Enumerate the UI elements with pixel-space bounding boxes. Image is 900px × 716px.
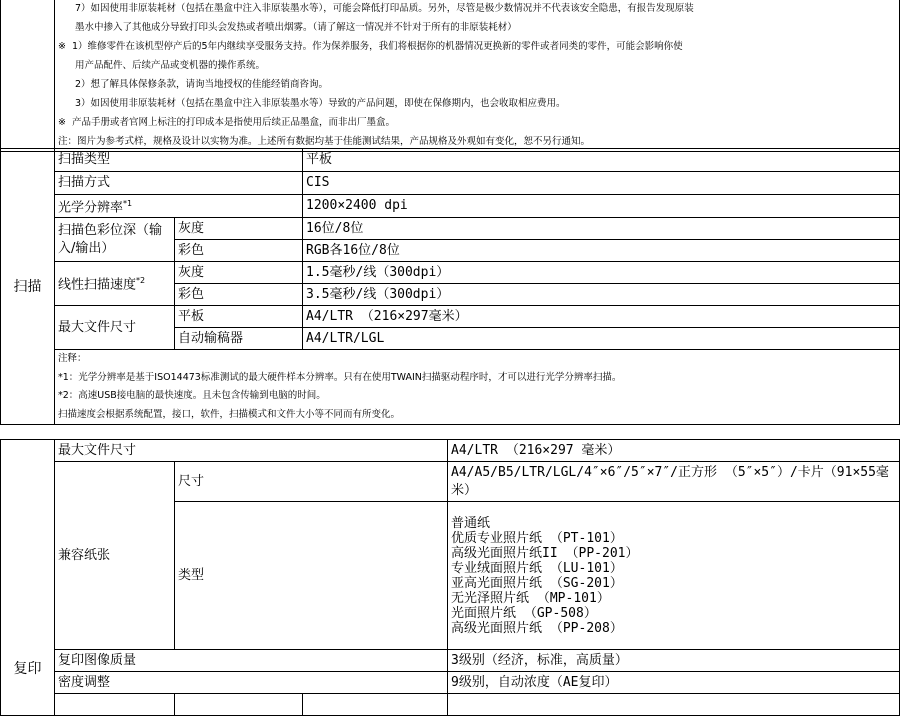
scan-method-value: CIS (303, 172, 900, 195)
paper-size-value: A4/A5/B5/LTR/LGL/4″×6″/5″×7″/正方形 （5″×5″）/卡片（91×55毫米） (448, 462, 900, 502)
copy-category: 复印 (1, 440, 55, 716)
note-line: 注：图片为参考式样，规格及设计以实物为准。上述所有数据均基于佳能测试结果，产品规格及外观如有变化，恕不另行通知。 (55, 132, 900, 152)
maxfile-flat-value: A4/LTR （216×297毫米） (303, 306, 900, 328)
paper-type-list (448, 502, 900, 650)
speed-gray-value: 1.5毫秒/线（300dpi） (303, 262, 900, 284)
scan-spec-table (0, 148, 900, 425)
density-value: 9级别，自动浓度（AE复印） (448, 672, 900, 694)
paper-type-item: 亚高光面照片纸 （SG-201） (451, 575, 623, 591)
depth-gray-label: 灰度 (175, 218, 303, 240)
note-mark: ※ (58, 40, 66, 52)
next-row-cell (55, 694, 175, 716)
note-line: 墨水中掺入了其他成分导致打印头会发热或者喷出烟雾。（请了解这一情况并不针对于所有的非原装耗材） (55, 18, 900, 37)
optical-resolution-label (55, 195, 303, 218)
scan-type-value: 平板 (303, 149, 900, 172)
paper-type-label: 类型 (175, 502, 448, 650)
depth-color-value: RGB各16位/8位 (303, 240, 900, 262)
note-line: 用产品配件、后续产品或变机器的操作系统。 (55, 56, 900, 75)
optical-resolution-text: 光学分辨率 (58, 200, 124, 216)
scan-category: 扫描 (1, 149, 55, 425)
scan-speed-text: 线性扫描速度 (58, 277, 137, 293)
copy-quality-label: 复印图像质量 (55, 650, 448, 672)
footnote-ref: *2 (136, 276, 146, 286)
maxfile-adf-label: 自动输稿器 (175, 328, 303, 350)
notes-table (0, 0, 900, 152)
scan-note: *2：高速USB接电脑的最快速度。且未包含传输到电脑的时间。 (58, 390, 326, 401)
paper-type-item: 专业绒面照片纸 （LU-101） (451, 560, 623, 576)
note-line (55, 37, 900, 56)
scan-note-title: 注释： (58, 353, 87, 364)
next-row-cell (175, 694, 303, 716)
scan-type-label: 扫描类型 (55, 149, 303, 172)
paper-type-item: 光面照片纸 （GP-508） (451, 605, 597, 621)
scan-footnotes (55, 350, 900, 425)
note-line: 3）如因使用非原装耗材（包括在墨盒中注入非原装墨水等）导致的产品问题，即使在保修期内，也会收取相应费用。 (55, 94, 900, 113)
scan-maxfile-label: 最大文件尺寸 (55, 306, 175, 350)
paper-type-item: 高级光面照片纸 （PP-208） (451, 620, 623, 636)
note-text: 产品手册或者官网上标注的打印成本是指使用后续正品墨盒，而非出厂墨盒。 (72, 116, 396, 128)
depth-color-label: 彩色 (175, 240, 303, 262)
note-line: 7）如因使用非原装耗材（包括在墨盒中注入非原装墨水等），可能会降低打印品质。另外，尽管是极少数情况并不代表该安全隐患，有报告发现原装 (55, 0, 900, 18)
scan-note: *1：光学分辨率是基于ISO14473标准测试的最大硬件样本分辨率。只有在使用TWAIN扫描驱动程序时，才可以进行光学分辨率扫描。 (58, 371, 622, 383)
scan-note: 扫描速度会根据系统配置，接口，软件，扫描模式和文件大小等不同而有所变化。 (58, 408, 401, 420)
depth-gray-value: 16位/8位 (303, 218, 900, 240)
footnote-ref: *1 (123, 198, 133, 208)
maxfile-flat-label: 平板 (175, 306, 303, 328)
speed-gray-label: 灰度 (175, 262, 303, 284)
note-line: 2）想了解具体保修条款，请询当地授权的佳能经销商咨询。 (55, 75, 900, 94)
paper-type-item: 优质专业照片纸 （PT-101） (451, 530, 623, 546)
note-mark: ※ (58, 116, 66, 128)
scan-method-label: 扫描方式 (55, 172, 303, 195)
note-text: 1）维修零件在该机型停产后的5年内继续享受服务支持。作为保养服务，我们将根据你的机器情况更换新的零件或者同类的零件，可能会影响你使 (72, 40, 683, 52)
paper-type-item: 无光泽照片纸 （MP-101） (451, 590, 610, 606)
scan-speed-label (55, 262, 175, 306)
copy-maxfile-value: A4/LTR （216×297 毫米） (448, 440, 900, 462)
speed-color-value: 3.5毫秒/线（300dpi） (303, 284, 900, 306)
copy-maxfile-label: 最大文件尺寸 (55, 440, 448, 462)
paper-type-item: 高级光面照片纸II （PP-201） (451, 545, 639, 561)
next-row-cell (448, 694, 900, 716)
density-label: 密度调整 (55, 672, 448, 694)
notes-left-cell (1, 0, 55, 151)
note-line (55, 113, 900, 132)
copy-spec-table (0, 439, 900, 716)
maxfile-adf-value: A4/LTR/LGL (303, 328, 900, 350)
optical-resolution-value: 1200×2400 dpi (303, 195, 900, 218)
paper-type-item: 普通纸 (451, 515, 491, 531)
next-row-cell (303, 694, 448, 716)
compatible-paper-label: 兼容纸张 (55, 462, 175, 650)
copy-quality-value: 3级别（经济，标准，高质量） (448, 650, 900, 672)
color-depth-label: 扫描色彩位深（输入/输出） (55, 218, 175, 262)
paper-size-label: 尺寸 (175, 462, 448, 502)
speed-color-label: 彩色 (175, 284, 303, 306)
